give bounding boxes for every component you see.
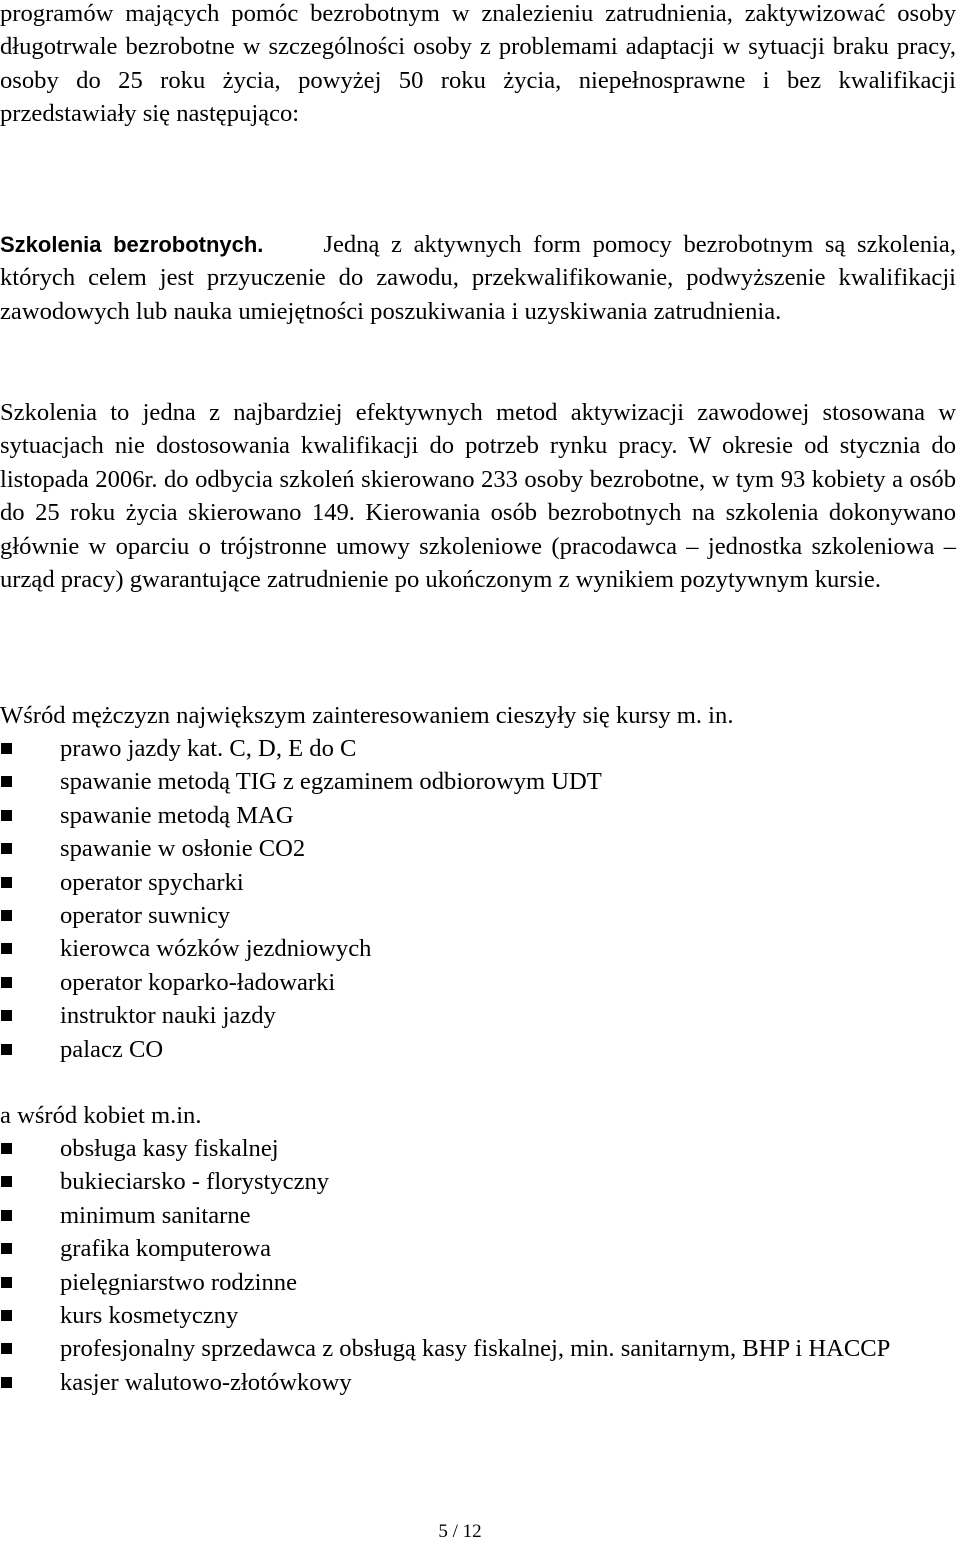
- list-item-label: operator spycharki: [60, 868, 244, 896]
- list-item-label: spawanie w osłonie CO2: [60, 835, 306, 863]
- square-bullet-icon: [1, 877, 12, 888]
- section-heading: Szkolenia bezrobotnych.: [0, 232, 264, 257]
- list-item-label: operator suwnicy: [60, 902, 231, 930]
- section-paragraph-1-text: Jedną z aktywnych form pomocy bezrobotnym są szkolenia, których celem jest przyuczenie do zawodu, przekwalifikowanie, podwyższenie kwalifikacji zawodowych lub nauka umiejętności poszukiwania i uzyskiwania zatrudnienia.: [0, 231, 956, 325]
- list-item-label: operator koparko-ładowarki: [60, 968, 336, 996]
- list-item: [0, 932, 956, 965]
- section-paragraph-2-text: Szkolenia to jedna z najbardziej efektywnych metod aktywizacji zawodowej stosowana w sytuacjach nie dostosowania kwalifikacji do potrzeb rynku pracy. W okresie od stycznia do listopada 2006r. do odbycia szkoleń skierowano 233 osoby bezrobotne, w tym 93 kobiety a osób do 25 roku życia skierowano 149. Kierowania osób bezrobotnych na szkolenia dokonywano głównie w oparciu o trójstronne umowy szkoleniowe (pracodawca – jednostka szkoleniowa – urząd pracy) gwarantujące zatrudnienie po ukończonym z wynikiem pozytywnym kursie.: [0, 399, 956, 594]
- square-bullet-icon: [1, 1377, 12, 1388]
- list-item: [0, 732, 956, 765]
- list-item: [0, 1199, 956, 1232]
- square-bullet-icon: [1, 810, 12, 821]
- list-item-label: bukieciarsko - florystyczny: [60, 1168, 330, 1196]
- list-item-label: spawanie metodą MAG: [60, 801, 294, 829]
- list-item: [0, 832, 956, 865]
- list-item-label: minimum sanitarne: [60, 1201, 251, 1229]
- list-item-label: pielęgniarstwo rodzinne: [60, 1268, 297, 1296]
- list-item-label: kasjer walutowo-złotówkowy: [60, 1368, 352, 1396]
- square-bullet-icon: [1, 1210, 12, 1221]
- list-item-label: kierowca wózków jezdniowych: [60, 935, 372, 963]
- list-item: [0, 1366, 956, 1399]
- list-item-label: instruktor nauki jazdy: [60, 1002, 276, 1030]
- list-item: [0, 866, 956, 899]
- list-item: [0, 799, 956, 832]
- list-item-label: prawo jazdy kat. C, D, E do C: [60, 735, 357, 762]
- men-courses-list: [0, 732, 960, 1066]
- intro-paragraph-text: programów mających pomóc bezrobotnym w znalezieniu zatrudnienia, zaktywizować osoby długotrwale bezrobotne w szczególności osoby z problemami adaptacji w sytuacji braku pracy, osoby do 25 roku życia, powyżej 50 roku życia, niepełnosprawne i bez kwalifikacji przedstawiały się następująco:: [0, 0, 956, 128]
- list-item-label: kurs kosmetyczny: [60, 1302, 239, 1330]
- list-item: [0, 1332, 956, 1365]
- list-item: [0, 999, 956, 1032]
- square-bullet-icon: [1, 843, 12, 854]
- list-item: [0, 1232, 956, 1265]
- square-bullet-icon: [1, 776, 12, 787]
- section-paragraph-2: [0, 396, 956, 596]
- list-item-label: spawanie metodą TIG z egzaminem odbiorowym UDT: [60, 768, 602, 796]
- section-paragraph-1: [0, 228, 956, 328]
- list-item: [0, 765, 956, 798]
- square-bullet-icon: [1, 1010, 12, 1021]
- square-bullet-icon: [1, 1277, 12, 1288]
- men-courses-intro: Wśród mężczyzn największym zainteresowaniem cieszyły się kursy m. in.: [0, 702, 734, 729]
- square-bullet-icon: [1, 1343, 12, 1354]
- women-courses-list: [0, 1132, 960, 1399]
- list-item: [0, 1033, 956, 1066]
- square-bullet-icon: [1, 977, 12, 988]
- square-bullet-icon: [1, 1243, 12, 1254]
- list-item: [0, 899, 956, 932]
- square-bullet-icon: [1, 1176, 12, 1187]
- list-item: [0, 1266, 956, 1299]
- list-item: [0, 1165, 956, 1198]
- square-bullet-icon: [1, 910, 12, 921]
- page-number: 5 / 12: [438, 1521, 482, 1542]
- intro-paragraph: [0, 0, 956, 131]
- square-bullet-icon: [1, 1143, 12, 1154]
- list-item-label: palacz CO: [60, 1035, 164, 1063]
- square-bullet-icon: [1, 1044, 12, 1055]
- list-item: [0, 966, 956, 999]
- list-item: [0, 1132, 956, 1165]
- list-item-label: profesjonalny sprzedawca z obsługą kasy fiskalnej, min. sanitarnym, BHP i HACCP: [60, 1335, 891, 1363]
- list-item-label: grafika komputerowa: [60, 1235, 272, 1263]
- list-item: [0, 1299, 956, 1332]
- square-bullet-icon: [1, 1310, 12, 1321]
- square-bullet-icon: [1, 743, 12, 754]
- list-item-label: obsługa kasy fiskalnej: [60, 1135, 279, 1162]
- women-courses-intro: a wśród kobiet m.in.: [0, 1102, 202, 1129]
- square-bullet-icon: [1, 943, 12, 954]
